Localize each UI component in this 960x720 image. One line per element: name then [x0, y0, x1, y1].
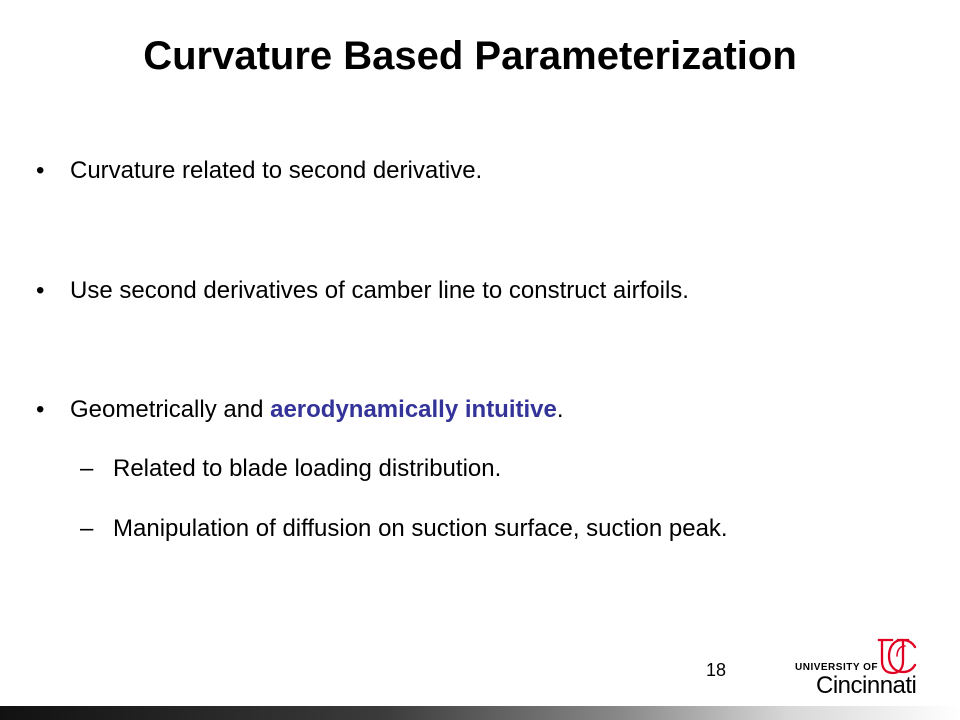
bullet-mark: •	[36, 277, 45, 304]
bullet-text-highlight: aerodynamically intuitive	[270, 396, 557, 423]
bullet-mark: •	[36, 157, 45, 184]
bullet-3	[36, 395, 896, 427]
subbullet-text: Manipulation of diffusion on suction surface, suction peak.	[113, 515, 728, 542]
uc-logo-mark-icon	[873, 636, 919, 676]
bullet-text: Use second derivatives of camber line to construct airfoils.	[70, 277, 689, 304]
bullet-mark: •	[36, 396, 45, 423]
bullet-text: Curvature related to second derivative.	[70, 157, 483, 184]
subbullet-text: Related to blade loading distribution.	[113, 455, 502, 482]
bullet-1	[36, 156, 896, 188]
logo-university-of-text: UNIVERSITY OF	[795, 662, 878, 673]
subbullet-mark: –	[80, 515, 94, 542]
university-logo	[795, 636, 935, 698]
slide-title: Curvature Based Parameterization	[143, 34, 797, 78]
bullet-text-suffix: .	[556, 396, 564, 423]
footer-gradient-bar	[0, 706, 960, 720]
page-number: 18	[705, 660, 727, 680]
logo-cincinnati-text: Cincinnati	[816, 672, 917, 699]
bullet-2	[36, 276, 916, 308]
bullet-text-prefix: Geometrically and	[70, 396, 271, 423]
bullet-text	[70, 395, 564, 425]
subbullet-mark: –	[80, 455, 94, 482]
subbullet-1	[80, 454, 900, 486]
subbullet-2	[80, 514, 800, 604]
